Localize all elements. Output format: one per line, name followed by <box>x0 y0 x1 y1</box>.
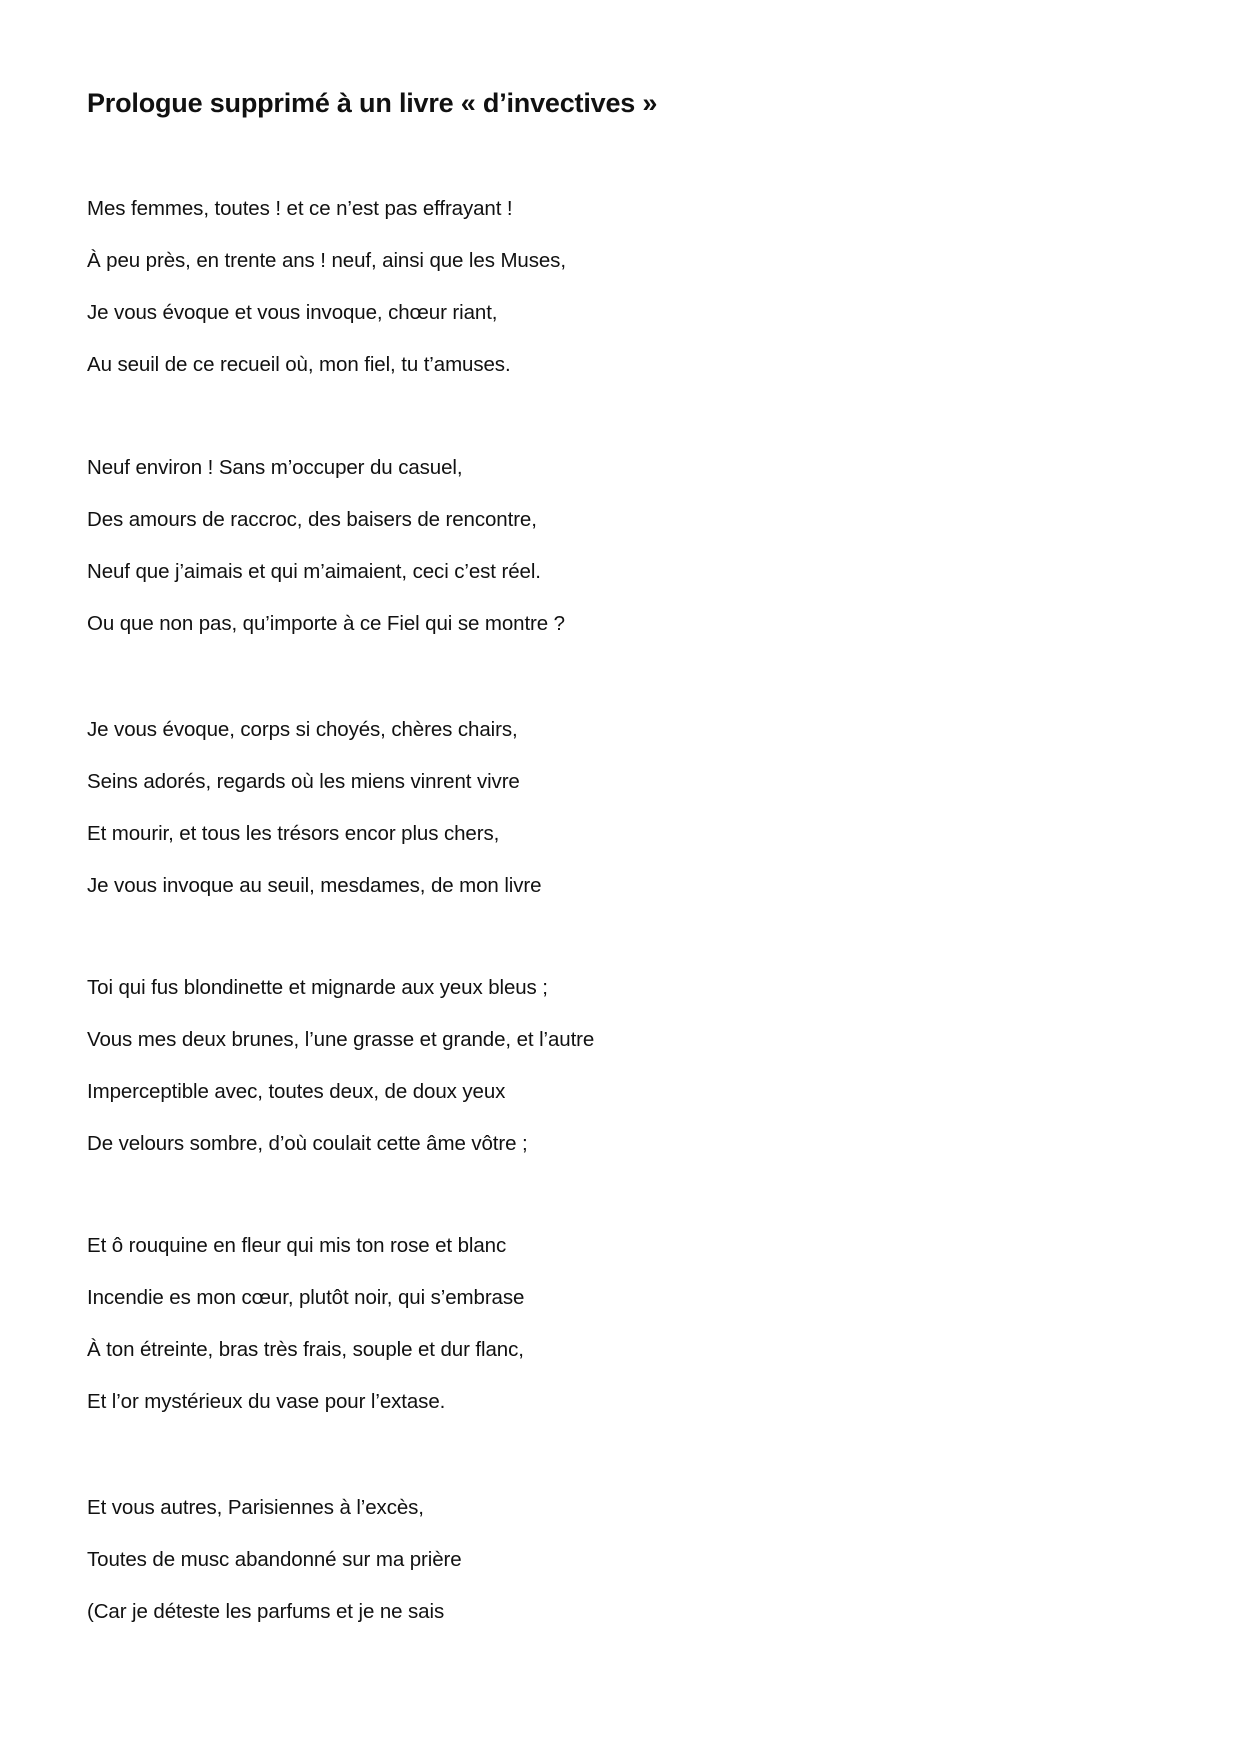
verse-line: Et ô rouquine en fleur qui mis ton rose et blanc <box>87 1234 507 1257</box>
verse-line: Toi qui fus blondinette et mignarde aux yeux bleus ; <box>87 976 548 999</box>
verse-line: Au seuil de ce recueil où, mon fiel, tu t’amuses. <box>87 353 511 376</box>
verse-line: Toutes de musc abandonné sur ma prière <box>87 1548 462 1571</box>
verse-line: Vous mes deux brunes, l’une grasse et grande, et l’autre <box>87 1028 595 1051</box>
stanza-3 <box>87 718 541 926</box>
verse-line: De velours sombre, d’où coulait cette âme vôtre ; <box>87 1132 528 1155</box>
verse-line: (Car je déteste les parfums et je ne sais <box>87 1600 445 1623</box>
verse-line: Et vous autres, Parisiennes à l’excès, <box>87 1496 424 1519</box>
verse-line: Et l’or mystérieux du vase pour l’extase. <box>87 1390 446 1413</box>
stanza-6 <box>87 1496 462 1652</box>
verse-line: Des amours de raccroc, des baisers de rencontre, <box>87 508 537 531</box>
verse-line: Je vous invoque au seuil, mesdames, de mon livre <box>87 874 542 897</box>
verse-line: À ton étreinte, bras très frais, souple et dur flanc, <box>87 1338 524 1361</box>
verse-line: Ou que non pas, qu’importe à ce Fiel qui se montre ? <box>87 612 565 635</box>
verse-line: Je vous évoque, corps si choyés, chères chairs, <box>87 718 518 741</box>
verse-line: Seins adorés, regards où les miens vinrent vivre <box>87 770 520 793</box>
verse-line: Incendie es mon cœur, plutôt noir, qui s’embrase <box>87 1286 525 1309</box>
verse-line: Mes femmes, toutes ! et ce n’est pas effrayant ! <box>87 197 513 220</box>
verse-line: Neuf que j’aimais et qui m’aimaient, ceci c’est réel. <box>87 560 541 583</box>
verse-line: Je vous évoque et vous invoque, chœur riant, <box>87 301 498 324</box>
document-title: Prologue supprimé à un livre « d’invectives » <box>87 88 658 118</box>
verse-line: Imperceptible avec, toutes deux, de doux yeux <box>87 1080 506 1103</box>
verse-line: Et mourir, et tous les trésors encor plus chers, <box>87 822 500 845</box>
stanza-4 <box>87 976 594 1184</box>
stanza-5 <box>87 1234 524 1442</box>
stanza-2 <box>87 456 565 664</box>
verse-line: À peu près, en trente ans ! neuf, ainsi que les Muses, <box>87 249 566 272</box>
verse-line: Neuf environ ! Sans m’occuper du casuel, <box>87 456 463 479</box>
stanza-1 <box>87 197 566 405</box>
